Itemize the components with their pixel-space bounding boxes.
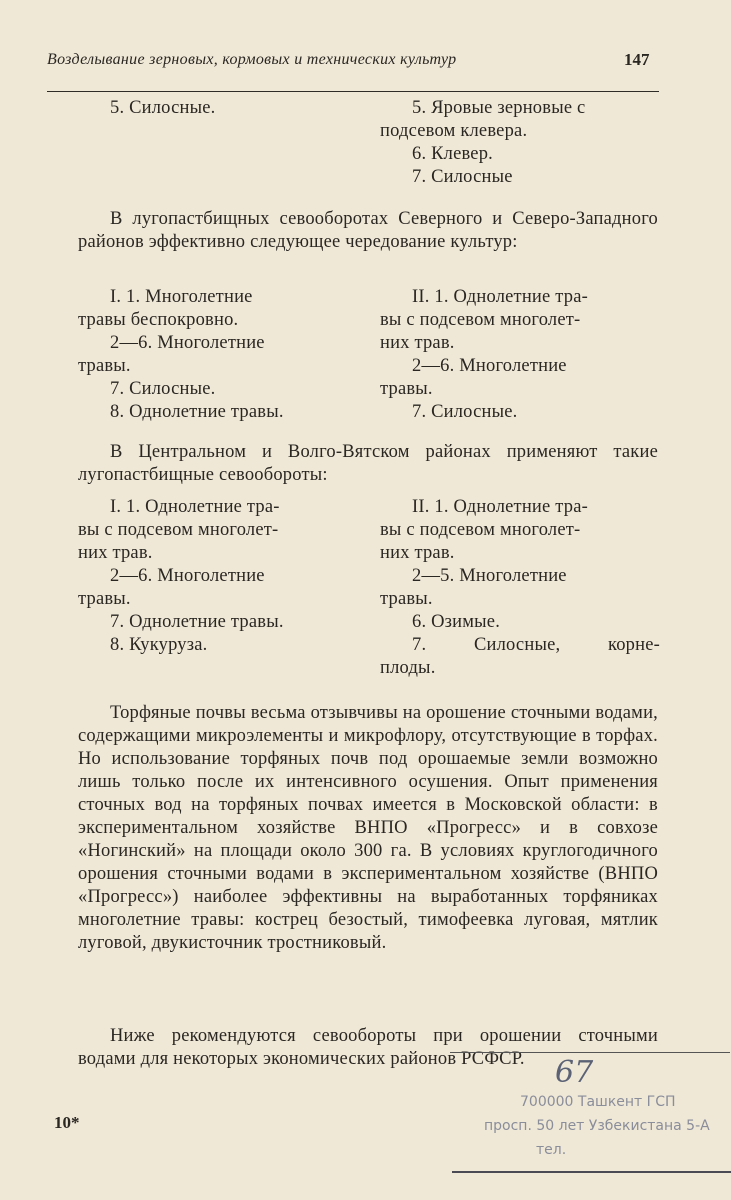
list-item: них трав. xyxy=(380,543,455,563)
list-item: вы с подсевом многолет- xyxy=(380,310,581,330)
list-item: 5. Силосные. xyxy=(110,98,216,118)
block3-right-column xyxy=(380,496,660,680)
list-item: них трав. xyxy=(78,543,153,563)
list-item: 5. Яровые зерновые с xyxy=(412,98,586,118)
list-item: 8. Однолетние травы. xyxy=(110,402,284,422)
list-item: плоды. xyxy=(380,658,436,678)
list-item: вы с подсевом многолет- xyxy=(78,520,279,540)
list-item: 7. Однолетние травы. xyxy=(110,612,284,632)
list-item: I. 1. Многолетние xyxy=(110,287,253,307)
list-item: травы. xyxy=(78,589,131,609)
block3-left-column xyxy=(78,496,340,657)
list-item: 2—6. Многолетние xyxy=(412,356,567,376)
list-item: травы. xyxy=(78,356,131,376)
list-item: травы. xyxy=(380,589,433,609)
list-item: 8. Кукуруза. xyxy=(110,635,208,655)
list-item: 7. Силосные xyxy=(412,167,513,187)
library-stamp xyxy=(470,1068,731,1200)
list-item: I. 1. Однолетние тра- xyxy=(110,497,280,517)
paragraph-central: В Центральном и Волго-Вятском районах применяют такие лугопастбищные севообороты: xyxy=(78,442,658,485)
list-item: них трав. xyxy=(380,333,455,353)
list-item: II. 1. Однолетние тра- xyxy=(412,287,589,307)
list-item: 2—6. Многолетние xyxy=(110,566,265,586)
paragraph-peat-soils: Торфяные почвы весьма отзывчивы на орошение сточными водами, содержащими микроэлементы и микрофлору, отсутствующие в торфах. Но использование торфяных почв под орошаемые земли возможно лишь только после их интенсивного осушения. Опыт применения сточных вод на торфяных почвах имеется в Московской области: в экспериментальном хозяйстве ВНПО «Прогресс» и в совхозе «Ногинский» на площади около 300 га. В условиях круглогодичного орошения сточными водами в экспериментальном хозяйстве (ВНПО «Прогресс») наиболее эффективны на выработанных торфяниках многолетние травы: кострец безостый, тимофеевка луговая, мятлик луговой, двукисточник тростниковый. xyxy=(78,703,658,953)
list-item: 7. Силосные. xyxy=(110,379,216,399)
block2-right-column xyxy=(380,286,660,424)
ink-underline xyxy=(450,1052,730,1053)
stamp-rule xyxy=(452,1171,731,1173)
list-item: 2—6. Многолетние xyxy=(110,333,265,353)
block1-right-column xyxy=(380,97,660,189)
stamp-line-address: просп. 50 лет Узбекистана 5-А xyxy=(484,1118,710,1134)
list-item: травы. xyxy=(380,379,433,399)
list-item: 6. Клевер. xyxy=(412,144,493,164)
list-item: 6. Озимые. xyxy=(412,612,501,632)
list-item: 2—5. Многолетние xyxy=(412,566,567,586)
page-number: 147 xyxy=(624,50,650,69)
paragraph-northwest: В лугопастбищных севооборотах Северного и Северо-Западного районов эффективно следующее чередование культур: xyxy=(78,209,658,252)
signature-mark: 10* xyxy=(54,1113,80,1132)
block1-left-column xyxy=(78,97,340,120)
stamp-line-phone: тел. xyxy=(536,1142,567,1158)
header-rule xyxy=(47,91,659,92)
list-item: подсевом клевера. xyxy=(380,121,528,141)
block2-left-column xyxy=(78,286,340,424)
stamp-line-city: 700000 Ташкент ГСП xyxy=(520,1094,676,1110)
running-header-title: Возделывание зерновых, кормовых и технических культур xyxy=(47,51,457,68)
list-item: вы с подсевом многолет- xyxy=(380,520,581,540)
handwritten-number: 67 xyxy=(555,1055,594,1090)
list-item: 7. Силосные. xyxy=(412,402,518,422)
list-item: травы беспокровно. xyxy=(78,310,239,330)
list-item: II. 1. Однолетние тра- xyxy=(412,497,589,517)
paragraph-recommendation: Ниже рекомендуются севообороты при орошении сточными водами для некоторых экономических районов РСФСР. xyxy=(78,1026,658,1069)
list-item: 7. Силосные, корне- xyxy=(412,635,660,655)
